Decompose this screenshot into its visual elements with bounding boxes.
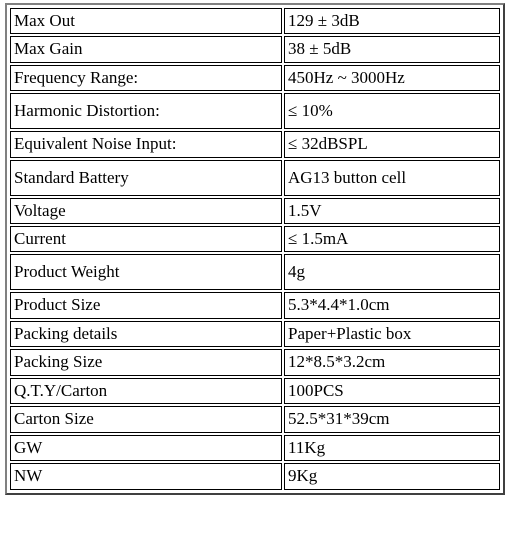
table-row	[10, 254, 500, 290]
spec-label: Frequency Range:	[10, 65, 282, 91]
spec-value: 9Kg	[284, 463, 500, 490]
spec-label: Standard Battery	[10, 160, 282, 196]
spec-label: NW	[10, 463, 282, 490]
spec-label: Product Size	[10, 292, 282, 319]
spec-label: Voltage	[10, 198, 282, 224]
spec-value: AG13 button cell	[284, 160, 500, 196]
table-row	[10, 292, 500, 319]
spec-value: 450Hz ~ 3000Hz	[284, 65, 500, 91]
table-row	[10, 8, 500, 34]
table-row	[10, 349, 500, 376]
table-row	[10, 463, 500, 490]
spec-label: Packing Size	[10, 349, 282, 376]
spec-value: 1.5V	[284, 198, 500, 224]
spec-label: Equivalent Noise Input:	[10, 131, 282, 158]
table-row	[10, 435, 500, 461]
table-row	[10, 36, 500, 63]
spec-label: Max Out	[10, 8, 282, 34]
table-row	[10, 378, 500, 404]
spec-value: 52.5*31*39cm	[284, 406, 500, 433]
spec-label: Carton Size	[10, 406, 282, 433]
spec-label: Packing details	[10, 321, 282, 347]
table-row	[10, 131, 500, 158]
spec-value: 129 ± 3dB	[284, 8, 500, 34]
spec-value: 5.3*4.4*1.0cm	[284, 292, 500, 319]
spec-table-container	[5, 3, 505, 495]
spec-value: 12*8.5*3.2cm	[284, 349, 500, 376]
spec-label: Current	[10, 226, 282, 252]
spec-label: Product Weight	[10, 254, 282, 290]
spec-value: 38 ± 5dB	[284, 36, 500, 63]
spec-value: ≤ 1.5mA	[284, 226, 500, 252]
table-row	[10, 321, 500, 347]
table-row	[10, 65, 500, 91]
table-row	[10, 226, 500, 252]
spec-value: ≤ 10%	[284, 93, 500, 129]
table-row	[10, 406, 500, 433]
spec-value: 11Kg	[284, 435, 500, 461]
table-row	[10, 160, 500, 196]
spec-value: Paper+Plastic box	[284, 321, 500, 347]
spec-value: ≤ 32dBSPL	[284, 131, 500, 158]
spec-label: GW	[10, 435, 282, 461]
table-row	[10, 93, 500, 129]
spec-table	[8, 6, 502, 492]
spec-label: Max Gain	[10, 36, 282, 63]
spec-label: Harmonic Distortion:	[10, 93, 282, 129]
spec-value: 4g	[284, 254, 500, 290]
table-row	[10, 198, 500, 224]
spec-value: 100PCS	[284, 378, 500, 404]
spec-label: Q.T.Y/Carton	[10, 378, 282, 404]
